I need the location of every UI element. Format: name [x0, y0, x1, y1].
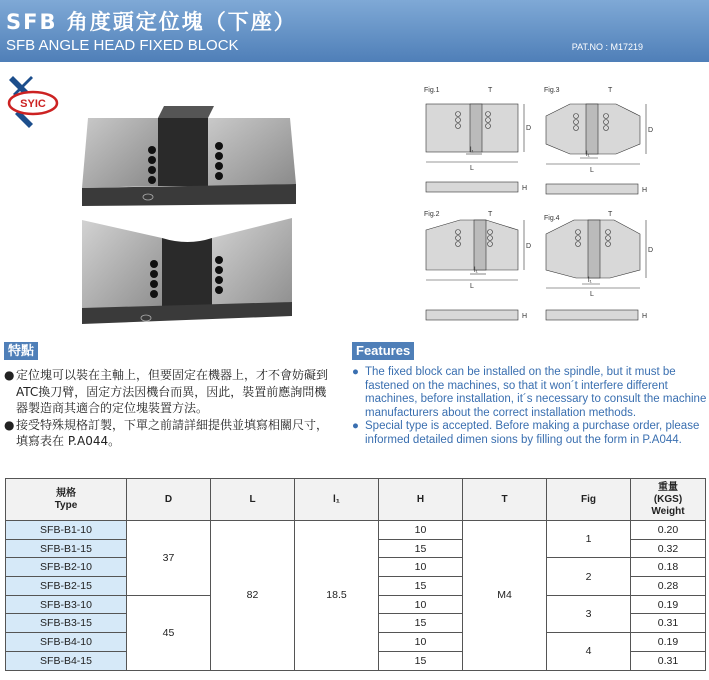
- type-cell: SFB-B3-15: [6, 614, 127, 633]
- h-cell: 10: [379, 633, 463, 652]
- fig2-h-label: H: [522, 313, 528, 320]
- h-cell: 15: [379, 539, 463, 558]
- fig4-l-label: L: [590, 291, 594, 298]
- fig3-d-label: D: [648, 127, 654, 134]
- type-cell: SFB-B1-10: [6, 521, 127, 540]
- header-weight: 重量 (KGS) Weight: [631, 479, 706, 521]
- page-title-chinese: SFB 角度頭定位塊（下座）: [6, 10, 297, 34]
- features-cn-tag: 特點: [4, 342, 38, 360]
- header-l: L: [211, 479, 295, 521]
- fig3-l-label: L: [590, 167, 594, 174]
- table-row: [6, 521, 706, 540]
- features-en-item: ● The fixed block can be installed on the spindle, but it must be fastened on the machines, so that it won´t interfere different machines, before installation, it´s necessary to consult the machine manufacturers about the correct installation methods.: [352, 366, 707, 419]
- h-cell: 15: [379, 651, 463, 670]
- features-cn-item: ● 接受特殊規格訂製，下單之前請詳細提供並填寫相關尺寸，填寫表在 P.A044。: [4, 417, 329, 448]
- d-cell: 37: [127, 521, 211, 596]
- fig1-label: Fig.1: [424, 87, 440, 94]
- bullet-icon: ●: [4, 368, 15, 382]
- features-cn-list: [4, 367, 336, 450]
- type-cell: SFB-B4-10: [6, 633, 127, 652]
- h-cell: 15: [379, 577, 463, 596]
- fig4-l1-label: l₁: [588, 277, 592, 284]
- fig3-label: Fig.3: [544, 87, 560, 94]
- fig2-label: Fig.2: [424, 211, 440, 218]
- bullet-icon: ●: [4, 417, 15, 432]
- logo-text: SYIC: [20, 98, 46, 110]
- header-h: H: [379, 479, 463, 521]
- t-cell: M4: [463, 521, 547, 671]
- fig1-l-label: L: [470, 165, 474, 172]
- weight-cell: 0.28: [631, 577, 706, 596]
- fig2-d-label: D: [526, 243, 532, 250]
- header-t: T: [463, 479, 547, 521]
- header-d: D: [127, 479, 211, 521]
- fig4-t-label: T: [608, 211, 613, 218]
- page-title-english: SFB ANGLE HEAD FIXED BLOCK: [6, 37, 239, 54]
- patent-number: PAT.NO : M17219: [571, 42, 643, 52]
- features-en-list: [352, 366, 708, 448]
- h-cell: 10: [379, 558, 463, 577]
- fig-cell: 3: [547, 595, 631, 632]
- fig1-l1-label: l₁: [470, 147, 474, 154]
- spec-table: [5, 478, 706, 671]
- header-banner: [0, 0, 709, 62]
- fig4-label: Fig.4: [544, 215, 560, 222]
- header-type: 規格 Type: [6, 479, 127, 521]
- h-cell: 15: [379, 614, 463, 633]
- d-cell: 45: [127, 595, 211, 670]
- weight-cell: 0.32: [631, 539, 706, 558]
- weight-cell: 0.18: [631, 558, 706, 577]
- header-l1: l₁: [295, 479, 379, 521]
- fig1-t-label: T: [488, 87, 493, 94]
- features-en-tag: Features: [352, 342, 414, 360]
- fig2-l1-label: l₁: [474, 267, 478, 274]
- type-cell: SFB-B3-10: [6, 595, 127, 614]
- h-cell: 10: [379, 521, 463, 540]
- weight-cell: 0.19: [631, 595, 706, 614]
- technical-drawings: [420, 84, 702, 332]
- product-photo-straight: [78, 100, 302, 210]
- syic-logo: [5, 72, 61, 134]
- weight-cell: 0.31: [631, 614, 706, 633]
- type-cell: SFB-B2-15: [6, 577, 127, 596]
- fig3-h-label: H: [642, 187, 648, 194]
- table-header-row: [6, 479, 706, 521]
- fig-cell: 2: [547, 558, 631, 595]
- weight-cell: 0.19: [631, 633, 706, 652]
- type-cell: SFB-B1-15: [6, 539, 127, 558]
- product-photo-angled: [78, 212, 302, 330]
- weight-cell: 0.31: [631, 651, 706, 670]
- fig2-t-label: T: [488, 211, 493, 218]
- l1-cell: 18.5: [295, 521, 379, 671]
- fig3-t-label: T: [608, 87, 613, 94]
- type-cell: SFB-B4-15: [6, 651, 127, 670]
- header-fig: Fig: [547, 479, 631, 521]
- type-cell: SFB-B2-10: [6, 558, 127, 577]
- fig2-l-label: L: [470, 283, 474, 290]
- fig-cell: 4: [547, 633, 631, 670]
- fig4-d-label: D: [648, 247, 654, 254]
- bullet-icon: ●: [352, 420, 359, 433]
- l-cell: 82: [211, 521, 295, 671]
- fig1-h-label: H: [522, 185, 528, 192]
- features-cn-item: ● 定位塊可以裝在主軸上，但要固定在機器上，才不會妨礙到ATC換刀臂，固定方法因機台而異，因此，裝置前應詢問機器製造商其適合的定位塊裝置方法。: [4, 368, 329, 415]
- fig1-d-label: D: [526, 125, 532, 132]
- features-en-item: ● Special type is accepted. Before making a purchase order, please informed detailed dimen sions by filling out the form in P.A044.: [352, 420, 700, 446]
- weight-cell: 0.20: [631, 521, 706, 540]
- h-cell: 10: [379, 595, 463, 614]
- fig4-h-label: H: [642, 313, 648, 320]
- bullet-icon: ●: [352, 366, 359, 378]
- fig3-l1-label: l₁: [586, 151, 590, 158]
- fig-cell: 1: [547, 521, 631, 558]
